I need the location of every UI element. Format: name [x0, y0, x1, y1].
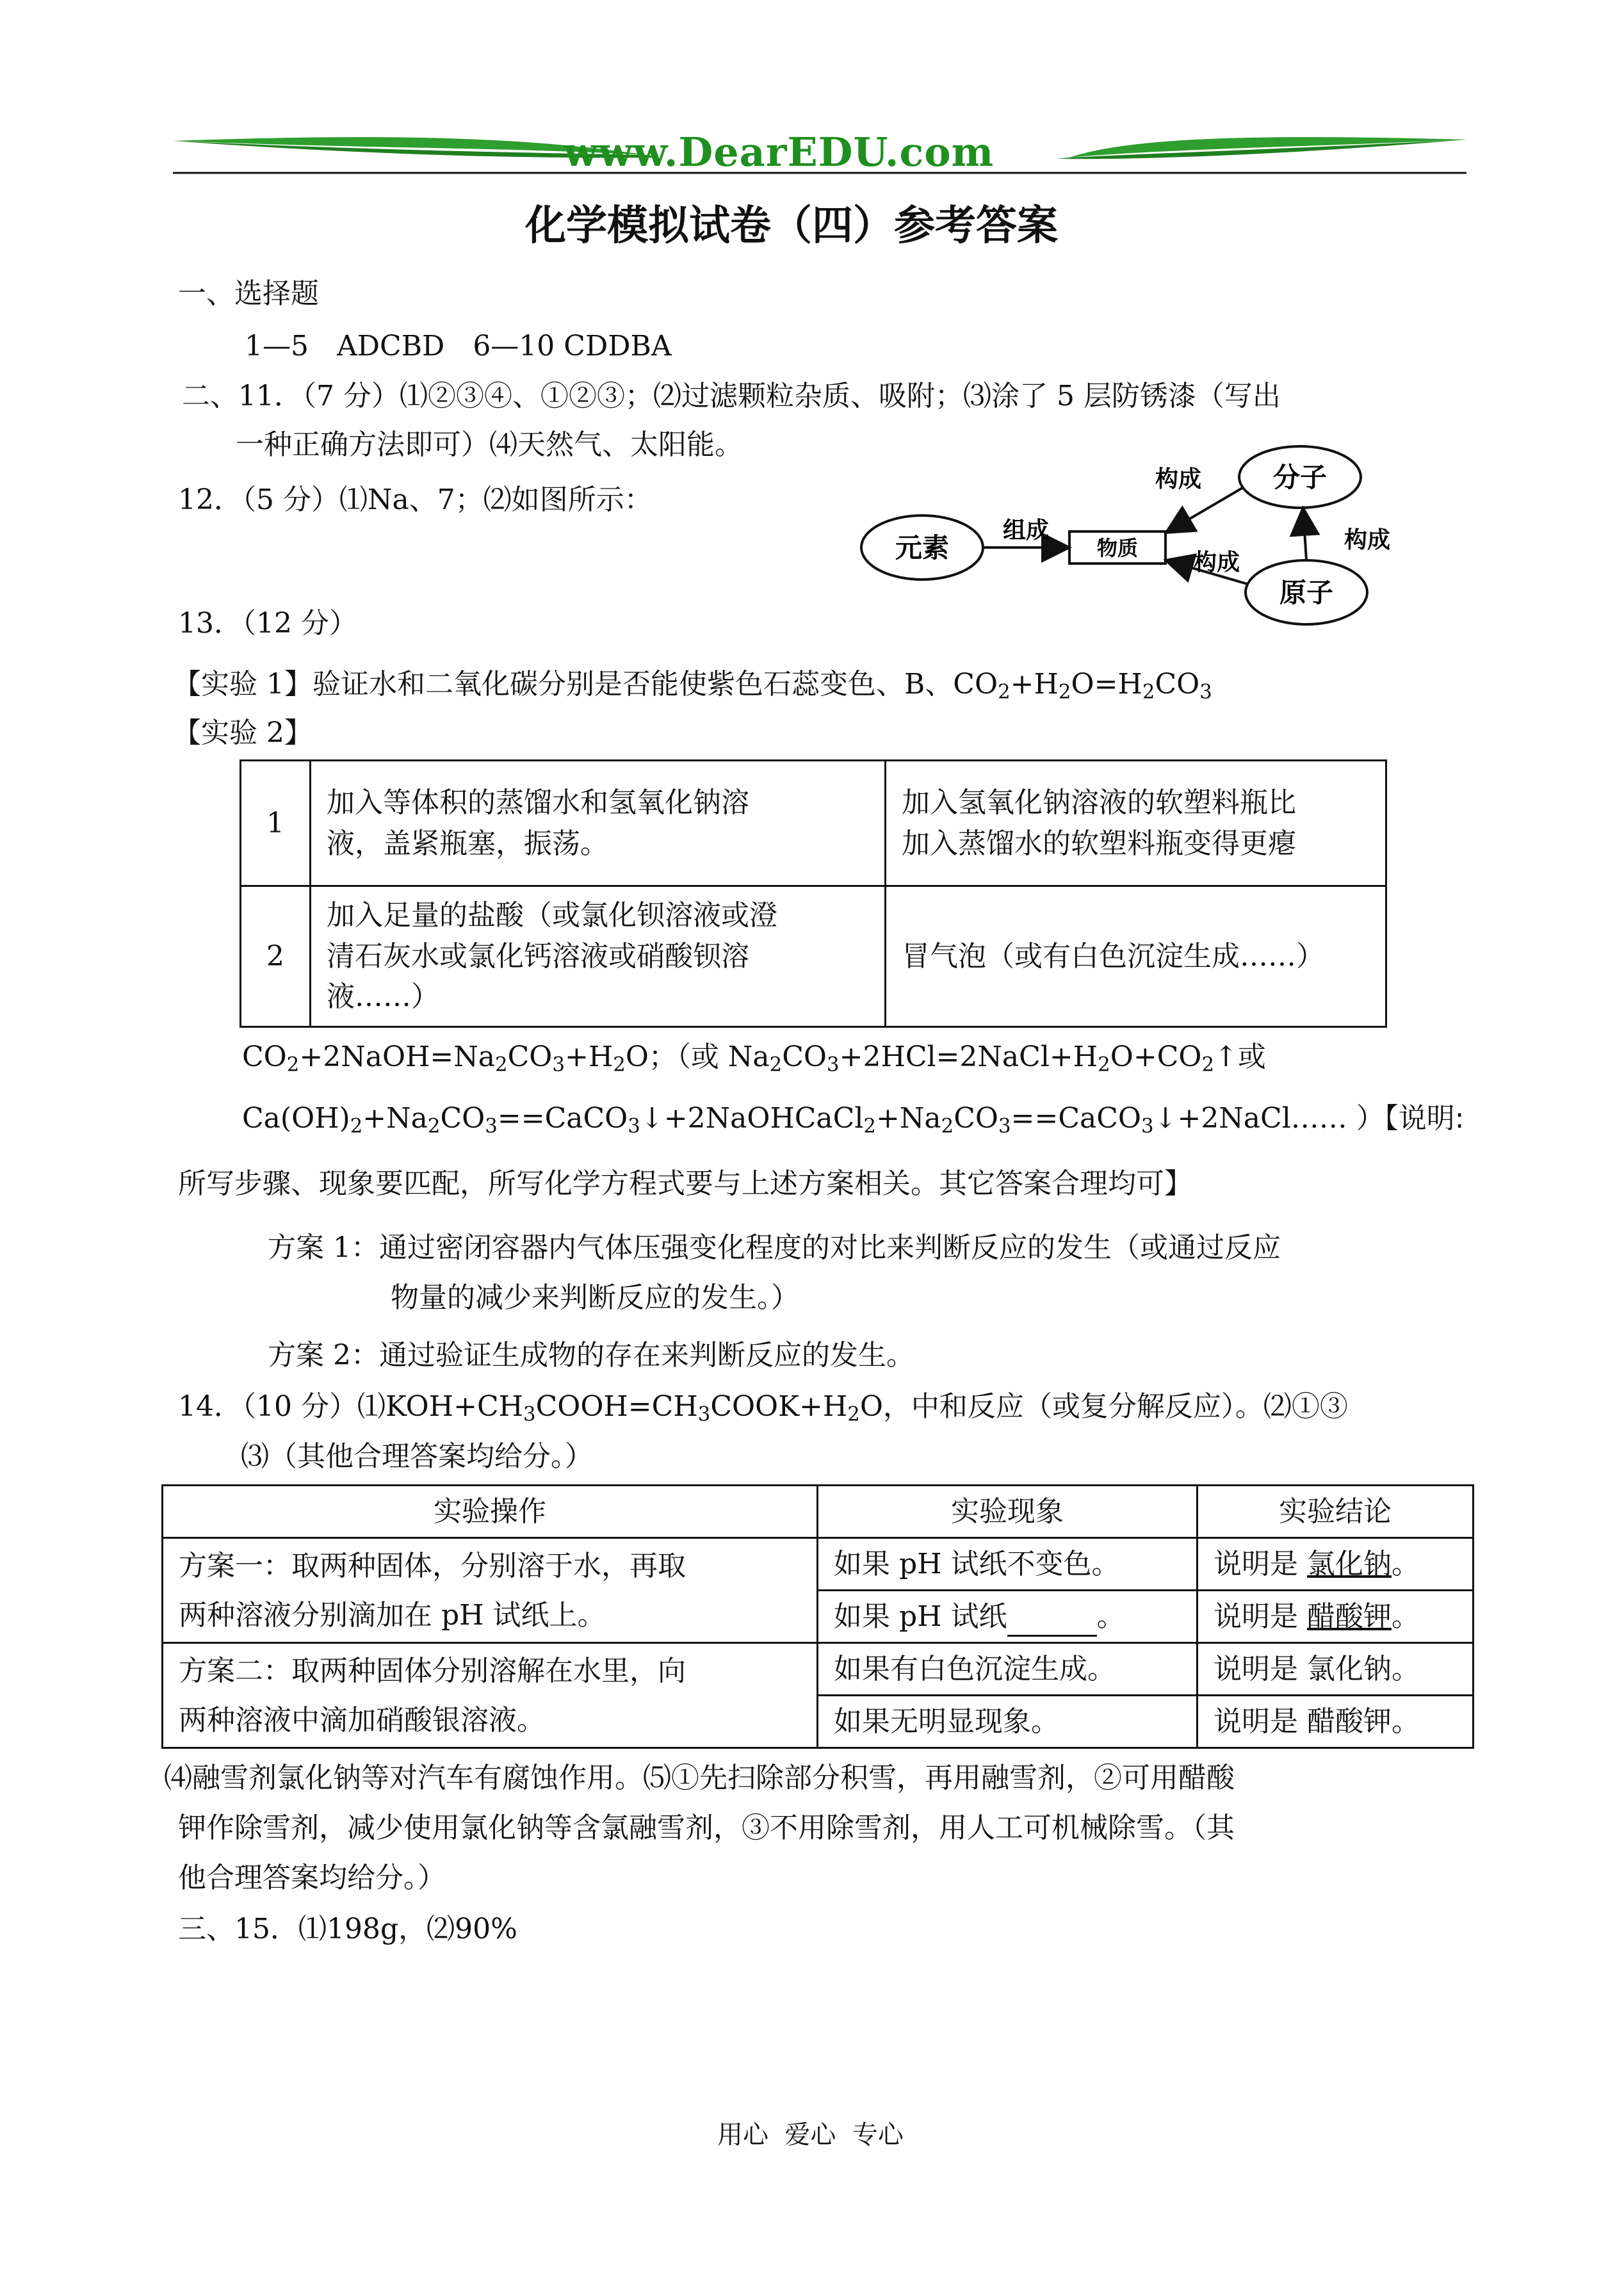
- q13-row1-b1: 加入氢氧化钠溶液的软塑料瓶比: [902, 786, 1296, 819]
- q13-table-n1: 1: [241, 761, 311, 886]
- q11-line1: 二、11．（7 分）⑴②③④、①②③；⑵过滤颗粒杂质、吸附；⑶涂了 5 层防锈漆（写出: [182, 380, 1281, 412]
- q13-plan2: 方案 2：通过验证生成物的存在来判断反应的发生。: [268, 1339, 914, 1372]
- q14-plan2-op2: 两种溶液中滴加硝酸银溶液。: [179, 1703, 545, 1737]
- q13-row1-a2: 液，盖紧瓶塞，振荡。: [327, 827, 608, 860]
- q13-row2-b1: 冒气泡（或有白色沉淀生成……）: [902, 939, 1324, 973]
- q14-line1: 14．（10 分）$⑴KOH+CH_3COOH=CH_3COOK+H_2O$，中和反应（或复分解反应）。⑵①③: [178, 1390, 1348, 1426]
- diagram-label-goucheng-top: 构成: [1155, 466, 1202, 492]
- q13-equation2: $Ca(OH)_2+Na_2CO_3==CaCO_3↓+2NaOHCaCl_2+Na_2CO_3==CaCO_3↓+2NaCl\dots\dots$ ）【说明:: [242, 1102, 1465, 1138]
- q14-header-op: 实验操作: [163, 1486, 818, 1538]
- q14-plan1-op1: 方案一：取两种固体，分别溶于水，再取: [179, 1549, 686, 1582]
- footer: 用心 爱心 专心: [717, 2120, 904, 2150]
- diagram-label-fenzi: 分子: [1272, 462, 1328, 493]
- q14-plan1-op2: 两种溶液分别滴加在 pH 试纸上。: [179, 1598, 606, 1632]
- q14-p4-line2: 钾作除雪剂，减少使用氯化钠等含氯融雪剂，③不用除雪剂，用人工可机械除雪。（其: [178, 1812, 1235, 1844]
- q14-header-concl: 实验结论: [1198, 1486, 1474, 1538]
- q13-row2-a3: 液……）: [327, 980, 439, 1014]
- q13-note: 所写步骤、现象要匹配，所写化学方程式要与上述方案相关。其它答案合理均可】: [178, 1167, 1192, 1200]
- q14-concl1-prefix: 说明是: [1214, 1547, 1298, 1580]
- q14-concl3-prefix: 说明是: [1214, 1652, 1298, 1685]
- diagram-label-goucheng-right: 构成: [1344, 527, 1391, 553]
- page-title: 化学模拟试卷（四）参考答案: [525, 202, 1058, 250]
- q12-text: 12．（5 分）⑴Na、7；⑵如图所示：: [178, 483, 653, 516]
- q14-concl3: 氯化钠: [1307, 1652, 1392, 1685]
- q14-obs3: 如果有白色沉淀生成。: [834, 1652, 1116, 1685]
- q13-table: [240, 759, 1387, 1028]
- diagram-arrow-fenzi-wuzhi: [1168, 488, 1242, 531]
- q14-obs1: 如果 pH 试纸不变色。: [834, 1547, 1120, 1580]
- section1-heading: 一、选择题: [178, 277, 319, 310]
- q13-row2-a2: 清石灰水或氯化钙溶液或硝酸钡溶: [327, 939, 749, 973]
- q14-p4-line3: 他合理答案均给分。）: [178, 1861, 446, 1894]
- diagram-label-zucheng: 组成: [1002, 517, 1050, 544]
- q14-header-obs: 实验现象: [818, 1486, 1198, 1538]
- q11-line2: 一种正确方法即可）⑷天然气、太阳能。: [236, 428, 743, 461]
- q13-row2-a1: 加入足量的盐酸（或氯化钡溶液或澄: [327, 898, 777, 932]
- q13-plan1-a: 方案 1：通过密闭容器内气体压强变化程度的对比来判断反应的发生（或通过反应: [268, 1231, 1281, 1264]
- q14-concl4: 醋酸钾: [1307, 1705, 1392, 1738]
- q15-answer: 三、15．⑴198g，⑵90%: [178, 1913, 517, 1945]
- q13-equation1: $CO_2+2NaOH=Na_2CO_3+H_2O$；（或 $Na_2CO_3+2HCl=2NaCl+H_2O+CO_2↑$或: [242, 1041, 1266, 1076]
- diagram-label-goucheng-mid: 构成: [1193, 549, 1240, 576]
- site-logo-text: www.DearEDU.com: [564, 129, 995, 175]
- q13-plan1-b: 物量的减少来判断反应的发生。）: [391, 1281, 799, 1314]
- q13-exp1: 【实验 1】验证水和二氧化碳分别是否能使紫色石蕊变色、B、$CO_2+H_2O=H_2CO_3$: [173, 668, 1212, 704]
- q14-line2: ⑶（其他合理答案均给分。）: [241, 1440, 593, 1473]
- q14-table: 实验操作 实验现象 实验结论 方案一：取两种固体，分别溶于水，再取 两种溶液分别滴加在 pH 试纸上。 如果 pH 试纸不变色。 说明是 氯化钠。 如果 pH 试纸 。 说明是 醋酸钾。 方案二：取两种固体分别溶解在水里，向 两种溶液中滴加硝酸银溶液。 如果有白色沉淀生成。 说明是 氯化钠。 如果无明显现象。 说明是 醋酸钾。: [161, 1484, 1474, 1749]
- q13-table-n2: 2: [241, 886, 311, 1027]
- q13-row1-b2: 加入蒸馏水的软塑料瓶变得更瘪: [902, 827, 1296, 860]
- q14-obs4: 如果无明显现象。: [834, 1705, 1059, 1738]
- q12-concept-diagram: [858, 442, 1409, 640]
- q13-row1-a1: 加入等体积的蒸馏水和氢氧化钠溶: [327, 786, 749, 819]
- q14-concl2-prefix: 说明是: [1214, 1600, 1298, 1633]
- diagram-label-wuzhi: 物质: [1096, 536, 1139, 560]
- q14-blank: [1007, 1610, 1097, 1637]
- q14-concl2: 醋酸钾: [1307, 1600, 1392, 1633]
- q14-p4-line1: ⑷融雪剂氯化钠等对汽车有腐蚀作用。⑸①先扫除部分积雪，再用融雪剂，②可用醋酸: [164, 1762, 1235, 1794]
- section1-answers: 1—5 ADCBD 6—10 CDDBA: [245, 330, 672, 362]
- diagram-label-yuansu: 元素: [895, 532, 950, 564]
- q14-plan2-op1: 方案二：取两种固体分别溶解在水里，向: [179, 1654, 686, 1687]
- q14-obs2: 如果 pH 试纸: [834, 1600, 1007, 1633]
- diagram-arrow-yuanzi-fenzi: [1303, 510, 1306, 560]
- q14-concl4-prefix: 说明是: [1214, 1705, 1298, 1738]
- diagram-label-yuanzi: 原子: [1279, 577, 1334, 608]
- q13-exp2: 【实验 2】: [173, 717, 313, 749]
- q14-concl1: 氯化钠: [1307, 1547, 1392, 1580]
- q13-text: 13．（12 分）: [178, 607, 357, 640]
